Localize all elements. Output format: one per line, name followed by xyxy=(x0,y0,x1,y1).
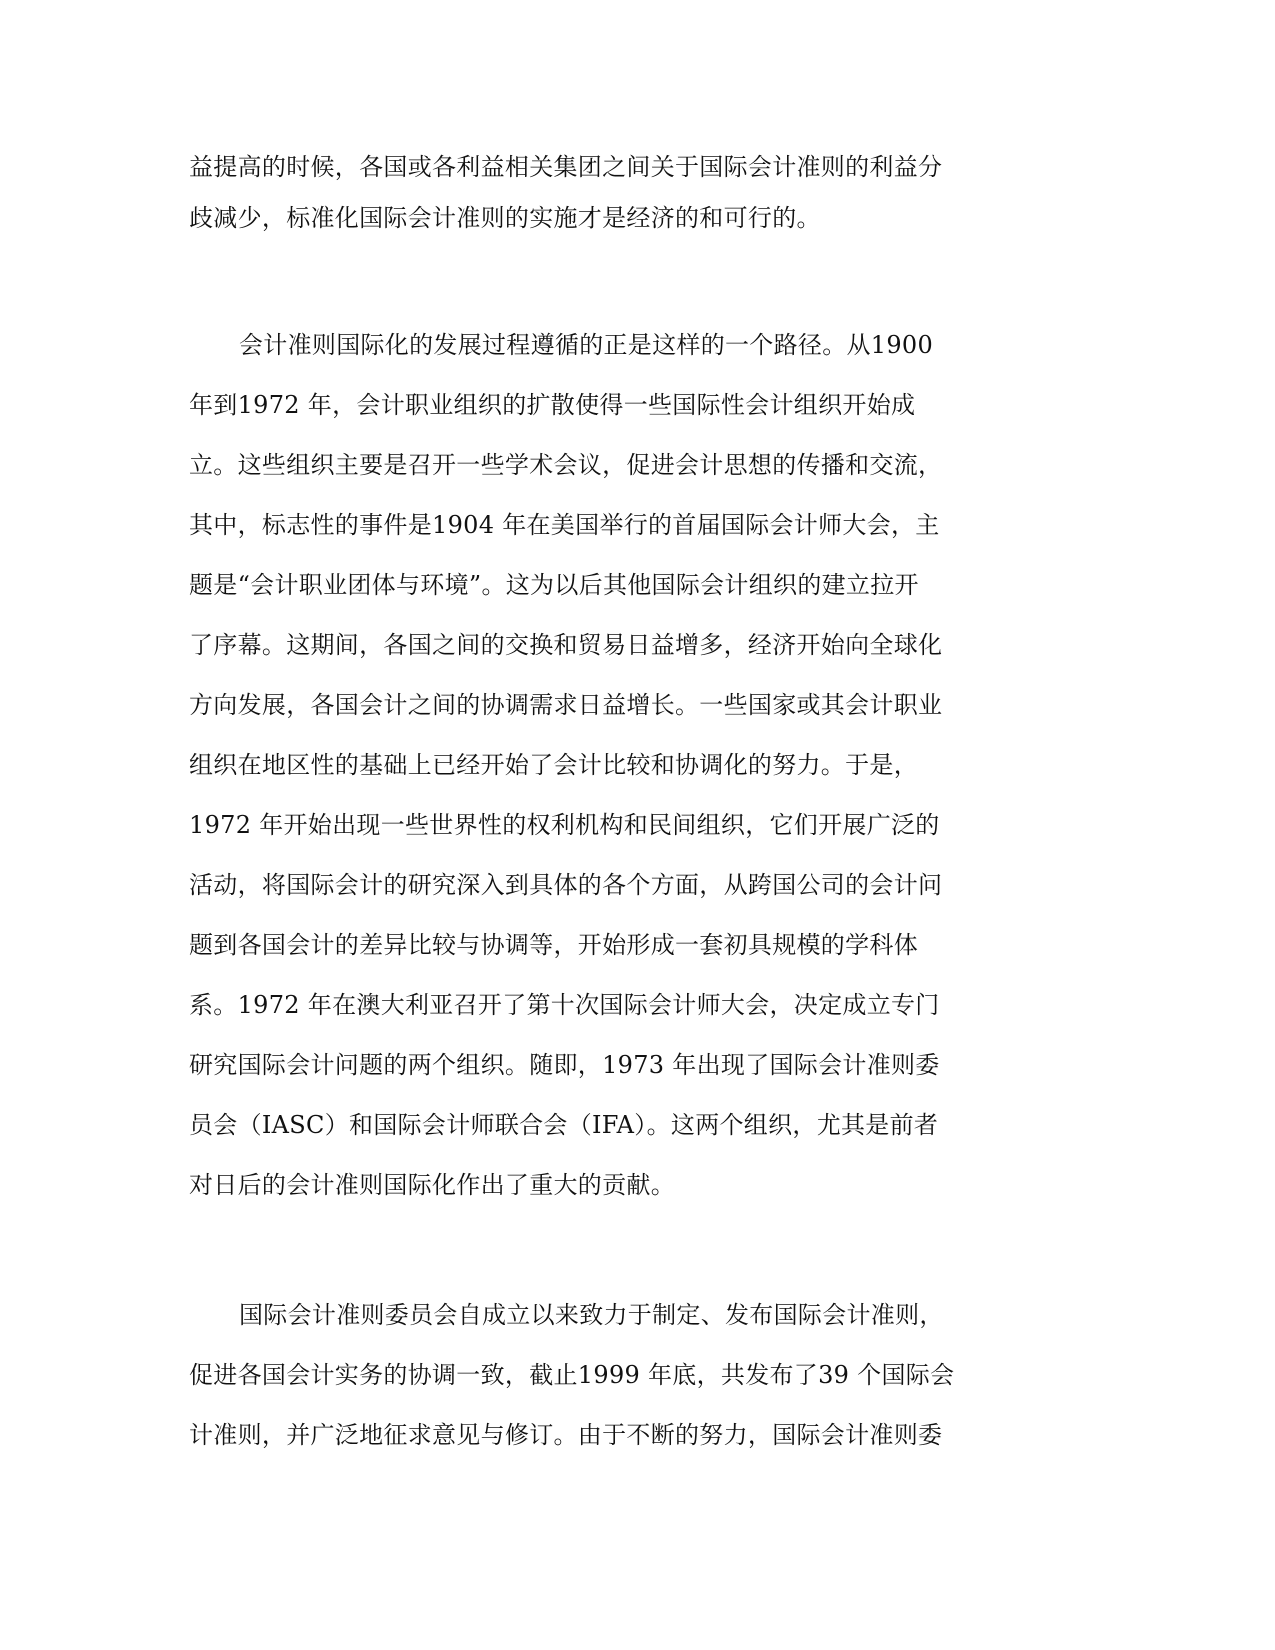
text-line: 1972 年开始出现一些世界性的权利机构和民间组织，它们开展广泛的 xyxy=(189,811,940,839)
paragraph-first-line: 国际会计准则委员会自成立以来致力于制定、发布国际会计准则， xyxy=(239,1301,944,1329)
text-line: 对日后的会计准则国际化作出了重大的贡献。 xyxy=(189,1171,675,1199)
text-line: 研究国际会计问题的两个组织。随即，1973 年出现了国际会计准则委 xyxy=(189,1051,940,1079)
text-line: 了序幕。这期间，各国之间的交换和贸易日益增多，经济开始向全球化 xyxy=(189,631,943,659)
text-line: 活动，将国际会计的研究深入到具体的各个方面，从跨国公司的会计问 xyxy=(189,871,943,899)
text-line: 益提高的时候，各国或各利益相关集团之间关于国际会计准则的利益分 xyxy=(189,153,943,181)
text-line: 组织在地区性的基础上已经开始了会计比较和协调化的努力。于是， xyxy=(189,751,918,779)
text-line: 年到1972 年，会计职业组织的扩散使得一些国际性会计组织开始成 xyxy=(189,391,916,419)
text-line: 促进各国会计实务的协调一致，截止1999 年底，共发布了39 个国际会 xyxy=(189,1361,955,1389)
text-line: 立。这些组织主要是召开一些学术会议，促进会计思想的传播和交流， xyxy=(189,451,943,479)
text-line: 系。1972 年在澳大利亚召开了第十次国际会计师大会，决定成立专门 xyxy=(189,991,940,1019)
text-line: 歧减少，标准化国际会计准则的实施才是经济的和可行的。 xyxy=(189,204,821,232)
paragraph-first-line: 会计准则国际化的发展过程遵循的正是这样的一个路径。从1900 xyxy=(239,331,934,359)
text-line: 题到各国会计的差异比较与协调等，开始形成一套初具规模的学科体 xyxy=(189,931,918,959)
text-line: 其中，标志性的事件是1904 年在美国举行的首届国际会计师大会，主 xyxy=(189,511,940,539)
text-line: 题是“会计职业团体与环境”。这为以后其他国际会计组织的建立拉开 xyxy=(189,571,919,599)
text-line: 员会（IASC）和国际会计师联合会（IFA）。这两个组织，尤其是前者 xyxy=(189,1111,939,1139)
text-line: 方向发展，各国会计之间的协调需求日益增长。一些国家或其会计职业 xyxy=(189,691,943,719)
text-line: 计准则，并广泛地征求意见与修订。由于不断的努力，国际会计准则委 xyxy=(189,1421,943,1449)
